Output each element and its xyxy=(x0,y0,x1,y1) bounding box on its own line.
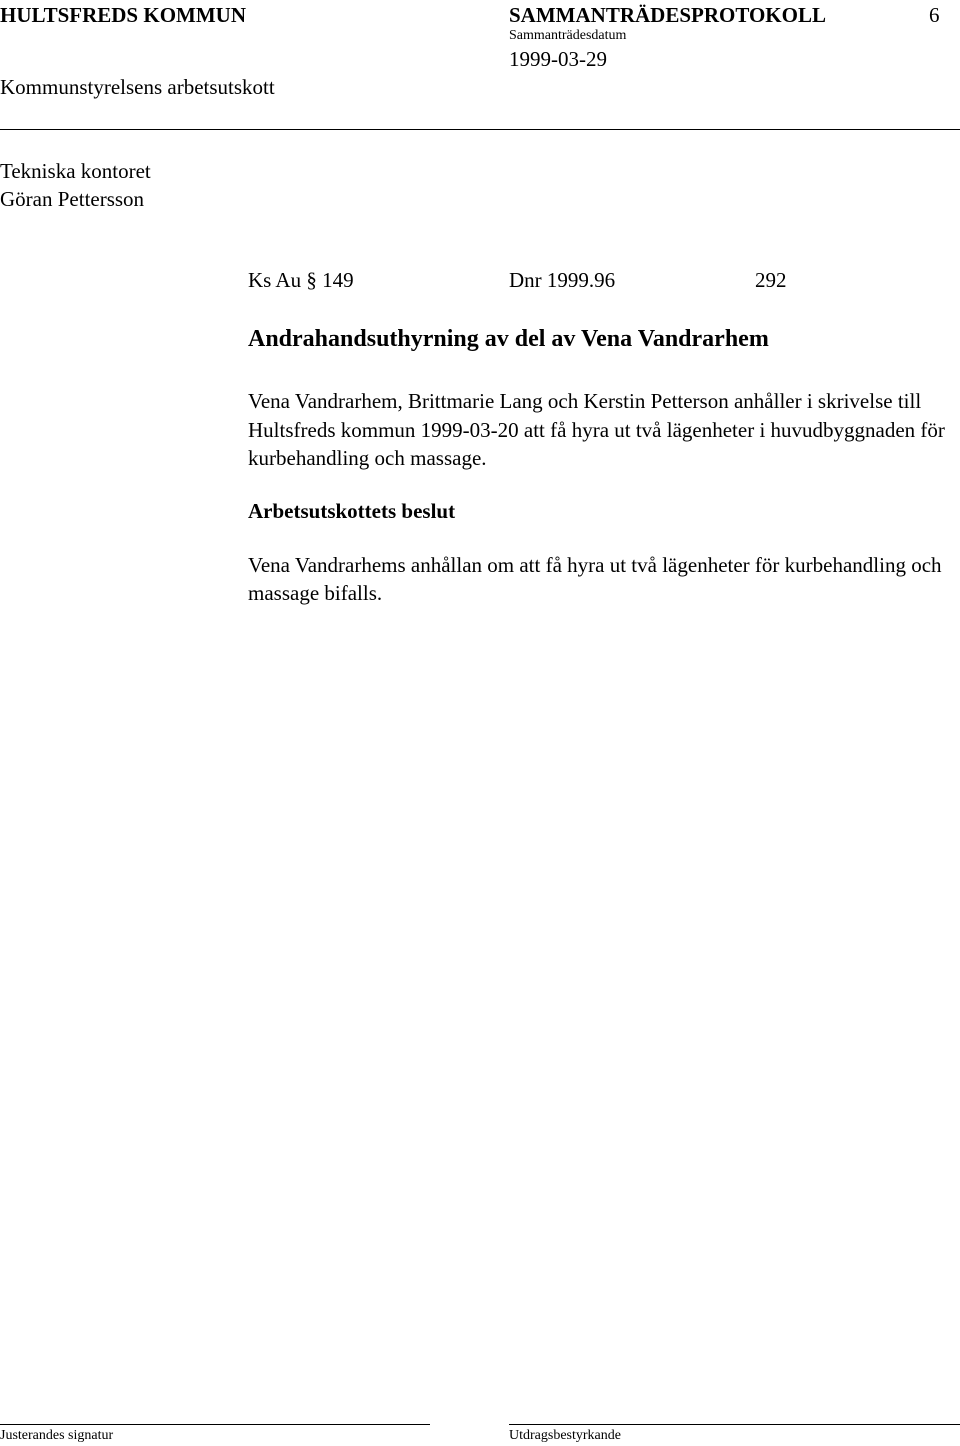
document-type: SAMMANTRÄDESPROTOKOLL xyxy=(509,3,826,27)
meeting-date-label: Sammanträdesdatum xyxy=(509,28,627,43)
case-number: 292 xyxy=(755,268,787,292)
signature-line xyxy=(0,1424,430,1425)
certification-label: Utdragsbestyrkande xyxy=(509,1428,621,1443)
committee-name: Kommunstyrelsens arbetsutskott xyxy=(0,75,275,99)
decision-text: Vena Vandrarhems anhållan om att få hyra ut två lägenheter för kurbehandling och massage bifalls. xyxy=(248,553,942,605)
municipality-name: HULTSFREDS KOMMUN xyxy=(0,3,247,27)
decision-heading: Arbetsutskottets beslut xyxy=(248,499,456,523)
case-description: Vena Vandrarhem, Brittmarie Lang och Kerstin Petterson anhåller i skrivelse till Hultsfreds kommun 1999-03-20 att få hyra ut två lägenheter i huvudbyggnaden för kurbehandling och massage. xyxy=(248,389,945,470)
case-title: Andrahandsuthyrning av del av Vena Vandrarhem xyxy=(248,326,769,352)
page-number: 6 xyxy=(929,3,940,27)
signature-label: Justerandes signatur xyxy=(0,1428,114,1443)
case-paragraph-reference: Ks Au § 149 xyxy=(248,268,354,292)
header-divider xyxy=(0,129,960,130)
certification-line xyxy=(509,1424,960,1425)
recipient-person: Göran Pettersson xyxy=(0,187,145,211)
recipient-department: Tekniska kontoret xyxy=(0,159,151,183)
meeting-date: 1999-03-29 xyxy=(509,47,607,71)
case-diary-number: Dnr 1999.96 xyxy=(509,268,616,292)
